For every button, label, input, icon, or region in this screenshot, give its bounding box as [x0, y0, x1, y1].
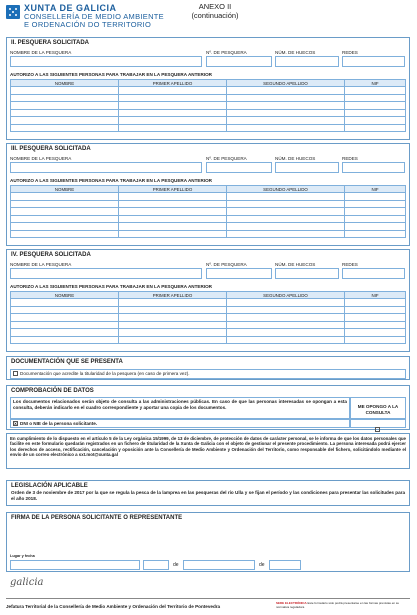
redes-label: REDES — [342, 156, 358, 161]
col-primer-apellido: PRIMER APELLIDO — [119, 292, 227, 299]
pesquera-num-label: Nº. DE PESQUERA — [206, 50, 247, 55]
col-segundo-apellido: SEGUNDO APELLIDO — [227, 292, 345, 299]
section-title: COMPROBACIÓN DE DATOS — [11, 388, 94, 394]
table-row[interactable] — [11, 230, 406, 238]
authorize-label: AUTORIZO A LAS SIGUIENTES PERSONAS PARA TRABAJAR EN LA PESQUERA ANTERIOR — [10, 178, 212, 183]
month-input[interactable] — [183, 560, 255, 570]
xunta-logo-icon — [6, 5, 20, 19]
col-nombre: NOMBRE — [11, 186, 119, 193]
table-row[interactable] — [11, 124, 406, 132]
sede-text: Este formulario sólo podrá presentarse en las formas previstas en su normativa reguladora — [276, 601, 400, 609]
redes-label: REDES — [342, 50, 358, 55]
brand-block — [24, 4, 164, 29]
brand-line-2: CONSELLERÍA DE MEDIO AMBIENTE — [24, 12, 164, 21]
check-notice: Los documentos relacionados serán objeto de consulta a las administraciones públicas. En caso de que las personas interesadas se opongan a esta consulta, deberán indicarlo en el cuadro correspondiente y aportar una copia de los documentos. — [10, 397, 350, 419]
oppose-header: ME OPONGO A LA CONSULTA — [350, 397, 406, 419]
dni-checkbox[interactable]: X — [14, 421, 17, 427]
pesquera-name-label: NOMBRE DE LA PESQUERA — [10, 156, 72, 161]
footer-text: Jefatura Territorial de la Consellería de Medio Ambiente y Ordenación del Territorio de Pontevedra — [6, 604, 221, 609]
section-ii — [6, 37, 410, 140]
oppose-cell — [350, 419, 406, 428]
col-nombre: NOMBRE — [11, 80, 119, 87]
table-row[interactable] — [11, 321, 406, 329]
data-check-section — [6, 385, 410, 430]
table-row[interactable] — [11, 208, 406, 216]
dni-row — [10, 419, 350, 428]
pesquera-num-input[interactable] — [206, 268, 272, 279]
oppose-checkbox[interactable] — [375, 427, 380, 432]
footer-divider — [6, 598, 410, 599]
documentation-section — [6, 356, 410, 380]
sede-label[interactable]: SEDE ELECTRÓNICA — [276, 601, 307, 605]
section-title: II. PESQUERA SOLICITADA — [11, 40, 90, 46]
col-nif: NIF — [345, 80, 406, 87]
table-row[interactable] — [11, 215, 406, 223]
persons-table — [10, 185, 406, 238]
col-primer-apellido: PRIMER APELLIDO — [119, 80, 227, 87]
table-row[interactable] — [11, 109, 406, 117]
brand-line-1: XUNTA DE GALICIA — [24, 3, 117, 13]
section-iv — [6, 249, 410, 352]
table-row[interactable] — [11, 102, 406, 110]
pesquera-name-input[interactable] — [10, 268, 202, 279]
legislation-section — [6, 480, 410, 506]
privacy-notice: En cumplimiento de lo dispuesto en el artículo 5 de la Ley orgánica 15/1999, de 13 de diciembre, de protección de datos de carácter personal, se le informa de que los datos personales que facilite en este formulario quedarán registrados en un fichero de titularidad de la Xunta de Galicia con el objeto de gestionar el presente procedimiento. La persona interesada podrá ejercer los derechos de acceso, rectificación, cancelación y oposición ante la Consellería de Medio Ambiente y Ordenación del Territorio, como responsable del fichero, solicitándolo mediante el envío de un correo electrónico a sxt.mot@xunta.gal — [6, 433, 410, 469]
persons-table — [10, 79, 406, 132]
sede-block — [276, 602, 412, 609]
galicia-logo: galicia — [10, 577, 44, 588]
de-label-2: de — [259, 562, 265, 568]
pesquera-name-label: NOMBRE DE LA PESQUERA — [10, 50, 72, 55]
table-row[interactable] — [11, 223, 406, 231]
huecos-label: NÚM. DE HUECOS — [275, 50, 316, 55]
table-row[interactable] — [11, 117, 406, 125]
table-row[interactable] — [11, 87, 406, 95]
section-title: FIRMA DE LA PERSONA SOLICITANTE O REPRESENTANTE — [11, 515, 183, 521]
table-row[interactable] — [11, 200, 406, 208]
place-date-label: Lugar y fecha — [10, 554, 35, 558]
pesquera-num-label: Nº. DE PESQUERA — [206, 156, 247, 161]
col-nif: NIF — [345, 186, 406, 193]
pesquera-num-input[interactable] — [206, 162, 272, 173]
pesquera-name-label: NOMBRE DE LA PESQUERA — [10, 262, 72, 267]
pesquera-num-input[interactable] — [206, 56, 272, 67]
place-input[interactable] — [10, 560, 140, 570]
col-nif: NIF — [345, 292, 406, 299]
year-input[interactable] — [269, 560, 301, 570]
authorize-label: AUTORIZO A LAS SIGUIENTES PERSONAS PARA TRABAJAR EN LA PESQUERA ANTERIOR — [10, 284, 212, 289]
huecos-label: NÚM. DE HUECOS — [275, 156, 316, 161]
brand-line-3: E ORDENACIÓN DO TERRITORIO — [24, 20, 152, 29]
section-title: LEGISLACIÓN APLICABLE — [11, 483, 88, 489]
pesquera-name-input[interactable] — [10, 162, 202, 173]
section-title: III. PESQUERA SOLICITADA — [11, 146, 91, 152]
redes-input[interactable] — [342, 162, 405, 173]
table-row[interactable] — [11, 299, 406, 307]
col-nombre: NOMBRE — [11, 292, 119, 299]
annex-subtitle: (continuación) — [191, 11, 239, 20]
redes-input[interactable] — [342, 56, 405, 67]
doc-checkbox[interactable] — [13, 371, 18, 376]
day-input[interactable] — [143, 560, 169, 570]
annex-title: ANEXO II — [198, 2, 232, 11]
persons-table — [10, 291, 406, 344]
table-row[interactable] — [11, 306, 406, 314]
table-row[interactable] — [11, 193, 406, 201]
huecos-input[interactable] — [275, 56, 339, 67]
table-row[interactable] — [11, 314, 406, 322]
table-row[interactable] — [11, 336, 406, 344]
huecos-input[interactable] — [275, 162, 339, 173]
legislation-text: Orden de 3 de noviembre de 2017 por la que se regula la pesca de la lamprea en las pesqueras del río Ulla y se fijan el período y las condiciones para presentar las solicitudes para el año 2018. — [11, 490, 405, 501]
doc-item — [10, 369, 406, 379]
pesquera-name-input[interactable] — [10, 56, 202, 67]
table-row[interactable] — [11, 329, 406, 337]
table-row[interactable] — [11, 94, 406, 102]
de-label-1: de — [173, 562, 179, 568]
col-segundo-apellido: SEGUNDO APELLIDO — [227, 186, 345, 193]
section-title: IV. PESQUERA SOLICITADA — [11, 252, 91, 258]
huecos-label: NÚM. DE HUECOS — [275, 262, 316, 267]
huecos-input[interactable] — [275, 268, 339, 279]
signature-section — [6, 512, 410, 572]
annex-heading — [185, 2, 245, 20]
section-iii — [6, 143, 410, 246]
section-title: DOCUMENTACIÓN QUE SE PRESENTA — [11, 359, 123, 365]
redes-input[interactable] — [342, 268, 405, 279]
pesquera-num-label: Nº. DE PESQUERA — [206, 262, 247, 267]
col-segundo-apellido: SEGUNDO APELLIDO — [227, 80, 345, 87]
authorize-label: AUTORIZO A LAS SIGUIENTES PERSONAS PARA TRABAJAR EN LA PESQUERA ANTERIOR — [10, 72, 212, 77]
redes-label: REDES — [342, 262, 358, 267]
doc-item-text: Documentación que acredite la titularidad de la pesquera (en caso de primera vez). — [20, 371, 190, 376]
col-primer-apellido: PRIMER APELLIDO — [119, 186, 227, 193]
dni-item-text: DNI o NIE de la persona solicitante. — [20, 421, 98, 426]
